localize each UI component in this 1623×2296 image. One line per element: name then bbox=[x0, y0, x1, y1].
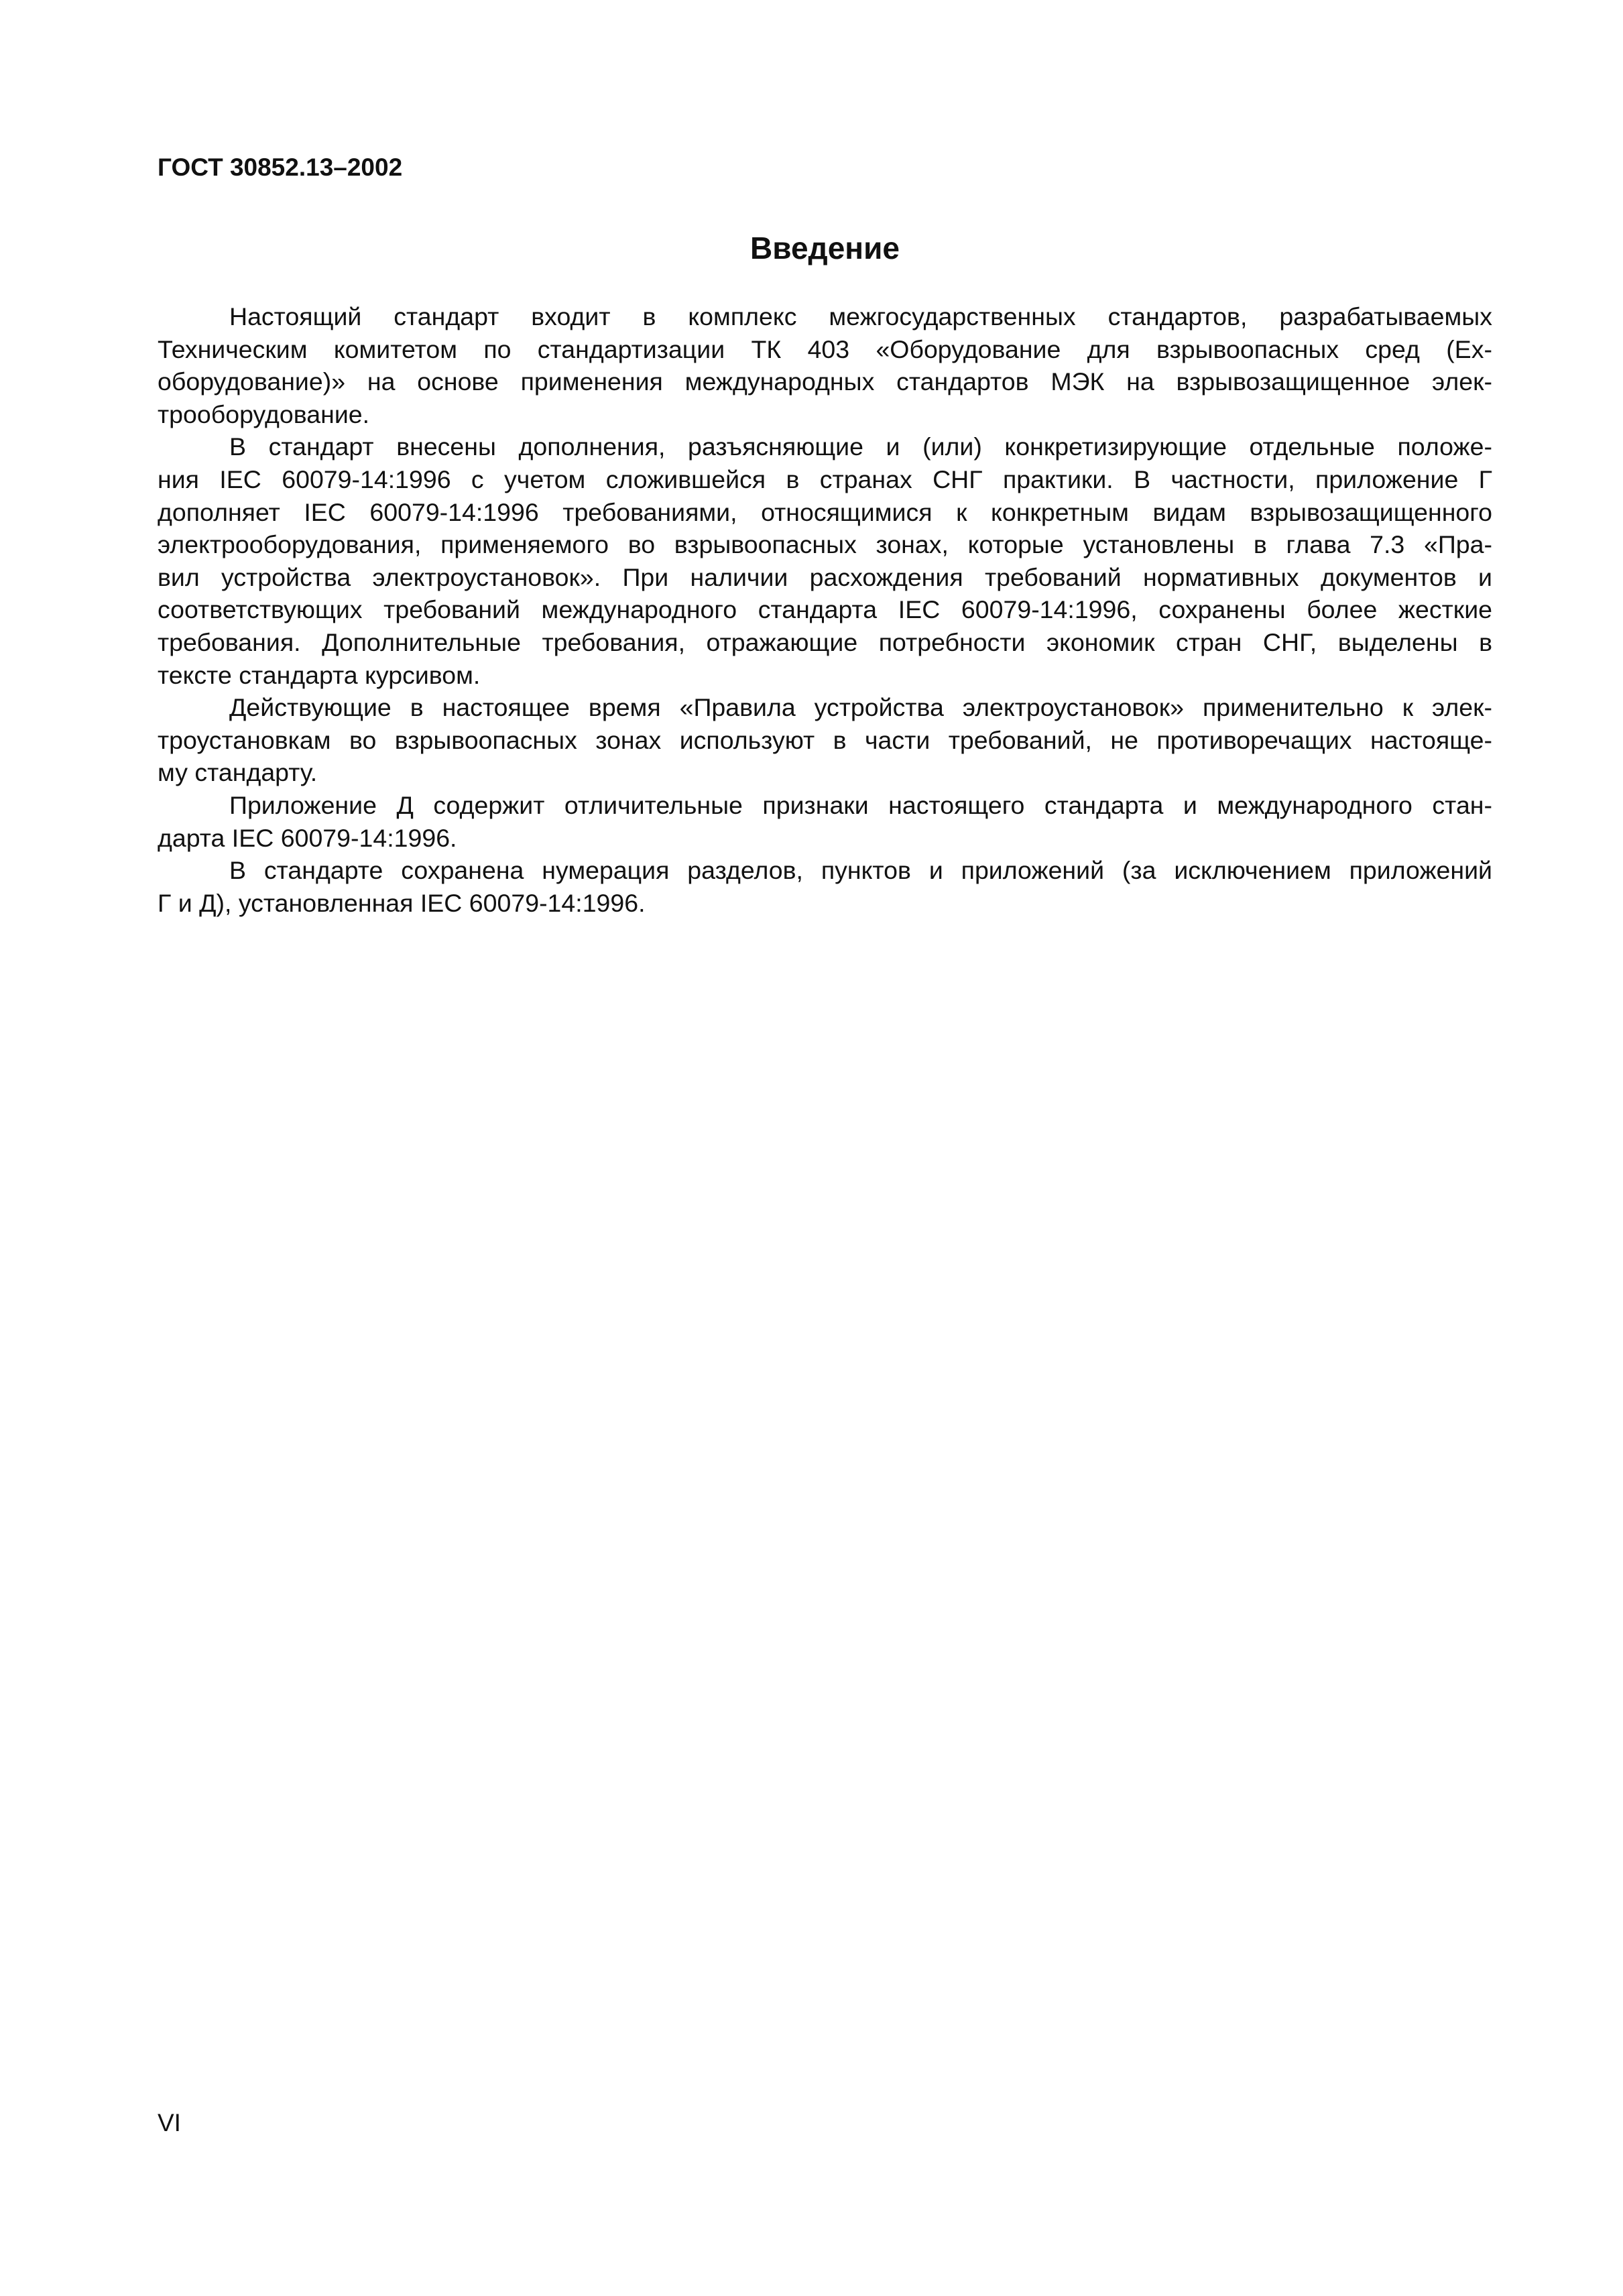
section-title: Введение bbox=[750, 231, 900, 265]
text-line: ния IEC 60079-14:1996 с учетом сложившейся в странах СНГ практики. В частности, приложение Г bbox=[158, 465, 1492, 493]
text-line: троустановкам во взрывоопасных зонах используют в части требований, не противоречащих настояще- bbox=[158, 725, 1492, 754]
text-line: вил устройства электроустановок». При наличии расхождения требований нормативных документов и bbox=[158, 562, 1492, 591]
text-line: Г и Д), установленная IEC 60079-14:1996. bbox=[158, 888, 646, 917]
document-code: ГОСТ 30852.13–2002 bbox=[158, 154, 403, 181]
text-line: му стандарту. bbox=[158, 758, 318, 787]
text-line: тексте стандарта курсивом. bbox=[158, 660, 481, 689]
paragraph bbox=[158, 691, 1492, 789]
text-line: Техническим комитетом по стандартизации ТК 403 «Оборудование для взрывоопасных сред (Ex- bbox=[158, 335, 1492, 363]
paragraph bbox=[158, 789, 1492, 854]
text-line: Приложение Д содержит отличительные признаки настоящего стандарта и международного стан- bbox=[229, 790, 1492, 819]
text-line: Действующие в настоящее время «Правила устройства электроустановок» применительно к элек- bbox=[229, 693, 1492, 722]
paragraph bbox=[158, 430, 1492, 691]
paragraph bbox=[158, 854, 1492, 919]
text-line: оборудование)» на основе применения международных стандартов МЭК на взрывозащищенное элек- bbox=[158, 367, 1492, 396]
text-line: трооборудование. bbox=[158, 400, 370, 428]
introduction-body bbox=[158, 300, 1492, 919]
text-line: дополняет IEC 60079-14:1996 требованиями, относящимися к конкретным видам взрывозащищенного bbox=[158, 497, 1492, 526]
text-line: В стандарт внесены дополнения, разъясняющие и (или) конкретизирующие отдельные положе- bbox=[229, 432, 1492, 461]
paragraph bbox=[158, 300, 1492, 430]
text-line: соответствующих требований международного стандарта IEC 60079-14:1996, сохранены более жесткие bbox=[158, 595, 1492, 624]
text-line: В стандарте сохранена нумерация разделов, пунктов и приложений (за исключением приложений bbox=[229, 856, 1492, 885]
text-line: Настоящий стандарт входит в комплекс межгосударственных стандартов, разрабатываемых bbox=[229, 302, 1492, 330]
text-line: требования. Дополнительные требования, отражающие потребности экономик стран СНГ, выделены в bbox=[158, 627, 1492, 656]
page-number: VI bbox=[158, 2109, 181, 2136]
text-line: дарта IEC 60079-14:1996. bbox=[158, 823, 457, 852]
text-line: электрооборудования, применяемого во взрывоопасных зонах, которые установлены в глава 7.3 «Пра- bbox=[158, 530, 1492, 559]
